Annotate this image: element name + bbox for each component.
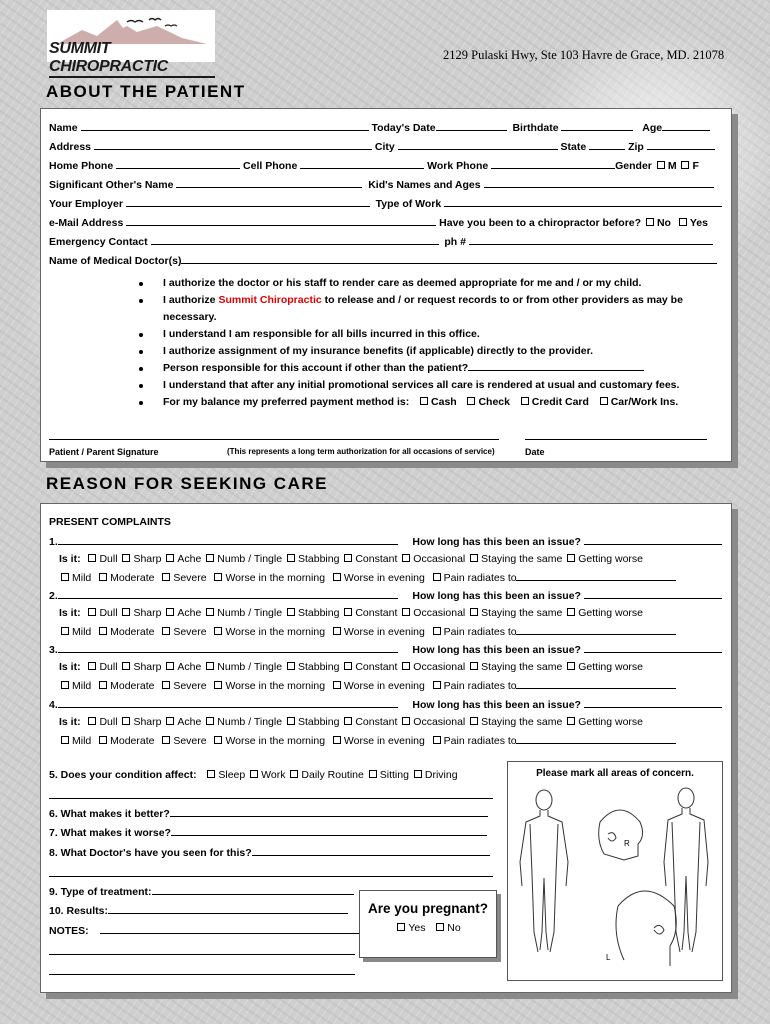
- quality-label: Stabbing: [297, 553, 340, 565]
- clinic-address: 2129 Pulaski Hwy, Ste 103 Havre de Grace, MD. 21078: [443, 48, 725, 62]
- city-field[interactable]: [398, 140, 558, 150]
- how-long-label: How long has this been an issue?: [412, 536, 581, 548]
- back-body-icon: [664, 788, 708, 952]
- quality-checkbox[interactable]: [88, 717, 96, 725]
- severity-label: Worse in the morning: [225, 735, 326, 747]
- ph-label: ph #: [444, 236, 466, 248]
- date-line[interactable]: [525, 439, 707, 440]
- address-label: Address: [49, 141, 92, 153]
- quality-checkbox[interactable]: [287, 717, 295, 725]
- quality-label: Stabbing: [297, 607, 340, 619]
- severity-label: Moderate: [110, 680, 155, 692]
- how-long-field[interactable]: [584, 535, 722, 545]
- signature-note: (This represents a long term authorization for all occasions of service): [227, 447, 495, 456]
- severity-label: Worse in the morning: [225, 572, 326, 584]
- q6-label: 6. What makes it better?: [49, 808, 170, 820]
- quality-label: Getting worse: [578, 661, 644, 673]
- medical-doctors-label: Name of Medical Doctor(s): [49, 255, 182, 267]
- complaint-severity-row: [59, 625, 676, 638]
- severity-checkbox[interactable]: [162, 627, 170, 635]
- radiates-field[interactable]: [516, 625, 676, 635]
- severity-label: Pain radiates to: [443, 626, 517, 638]
- severity-checkbox[interactable]: [61, 681, 69, 689]
- severity-checkbox[interactable]: [433, 627, 441, 635]
- q8-line[interactable]: [49, 876, 493, 877]
- severity-label: Mild: [72, 626, 92, 638]
- quality-label: Ache: [177, 661, 202, 673]
- affect-checkbox[interactable]: [290, 770, 298, 778]
- quality-label: Getting worse: [578, 553, 644, 565]
- auth-item-4: I authorize assignment of my insurance benefits (if applicable) directly to the provider.: [163, 343, 723, 360]
- todays-date-field[interactable]: [436, 121, 507, 131]
- work-phone-field[interactable]: [491, 159, 615, 169]
- q9-field[interactable]: [152, 885, 354, 895]
- medical-doctors-field[interactable]: [181, 254, 717, 264]
- quality-label: Numb / Tingle: [217, 553, 283, 565]
- left-label: L: [606, 953, 611, 962]
- q5-label: 5. Does your condition affect:: [49, 769, 197, 781]
- quality-checkbox[interactable]: [166, 662, 174, 670]
- quality-label: Stabbing: [297, 661, 340, 673]
- gender-f-checkbox[interactable]: [681, 161, 689, 169]
- emergency-label: Emergency Contact: [49, 236, 148, 248]
- pregnant-no-label: No: [447, 922, 461, 934]
- is-it-label: Is it:: [59, 716, 81, 728]
- present-complaints-label: PRESENT COMPLAINTS: [49, 516, 171, 528]
- complaint-field[interactable]: [58, 698, 398, 708]
- gender-label: Gender: [615, 160, 652, 172]
- quality-label: Ache: [177, 553, 202, 565]
- affect-label: Sleep: [218, 769, 246, 781]
- is-it-label: Is it:: [59, 553, 81, 565]
- severity-label: Worse in the morning: [225, 680, 326, 692]
- severity-checkbox[interactable]: [214, 627, 222, 635]
- severity-label: Pain radiates to: [443, 735, 517, 747]
- complaint-severity-row: [59, 734, 676, 747]
- quality-checkbox[interactable]: [206, 554, 214, 562]
- q7-field[interactable]: [171, 826, 487, 836]
- been-before-yes-label: Yes: [689, 217, 708, 229]
- quality-checkbox[interactable]: [88, 608, 96, 616]
- quality-label: Ache: [177, 716, 202, 728]
- q8-label: 8. What Doctor's have you seen for this?: [49, 847, 252, 859]
- been-before-label: Have you been to a chiropractor before?: [439, 217, 642, 229]
- sig-other-field[interactable]: [176, 178, 362, 188]
- pay-credit-checkbox[interactable]: [521, 397, 529, 405]
- quality-checkbox[interactable]: [206, 717, 214, 725]
- emergency-field[interactable]: [151, 235, 439, 245]
- q5-line[interactable]: [49, 798, 493, 799]
- severity-checkbox[interactable]: [333, 573, 341, 581]
- logo-text: SUMMIT CHIROPRACTIC: [49, 40, 215, 78]
- pregnancy-box: [359, 890, 497, 958]
- brand-name: Summit Chiropractic: [218, 294, 322, 306]
- severity-checkbox[interactable]: [61, 736, 69, 744]
- name-field[interactable]: [81, 121, 369, 131]
- quality-checkbox[interactable]: [206, 662, 214, 670]
- auth-item-2: I authorize Summit Chiropractic to release and / or request records to or from other providers as may be necessary.: [163, 292, 723, 326]
- been-before-no-label: No: [656, 217, 671, 229]
- notes-line-2[interactable]: [49, 954, 355, 955]
- how-long-label: How long has this been an issue?: [412, 644, 581, 656]
- quality-label: Ache: [177, 607, 202, 619]
- about-section: [40, 108, 732, 462]
- quality-checkbox[interactable]: [567, 662, 575, 670]
- severity-checkbox[interactable]: [99, 627, 107, 635]
- quality-label: Sharp: [133, 716, 162, 728]
- quality-checkbox[interactable]: [344, 662, 352, 670]
- zip-label: Zip: [628, 141, 644, 153]
- q10-field[interactable]: [108, 904, 348, 914]
- pregnant-yes-label: Yes: [408, 922, 426, 934]
- pay-car-checkbox[interactable]: [600, 397, 608, 405]
- quality-label: Stabbing: [297, 716, 340, 728]
- signature-label: Patient / Parent Signature: [49, 447, 159, 457]
- quality-checkbox[interactable]: [567, 554, 575, 562]
- quality-checkbox[interactable]: [206, 608, 214, 616]
- quality-label: Dull: [99, 661, 118, 673]
- severity-label: Worse in evening: [343, 680, 425, 692]
- radiates-field[interactable]: [516, 679, 676, 689]
- severity-checkbox[interactable]: [99, 573, 107, 581]
- quality-checkbox[interactable]: [344, 717, 352, 725]
- front-body-icon: [520, 790, 568, 952]
- how-long-field[interactable]: [584, 698, 722, 708]
- complaint-field[interactable]: [58, 589, 398, 599]
- email-field[interactable]: [126, 216, 436, 226]
- severity-label: Worse in evening: [343, 626, 425, 638]
- severity-checkbox[interactable]: [61, 573, 69, 581]
- birthdate-field[interactable]: [561, 121, 633, 131]
- been-before-no-checkbox[interactable]: [646, 218, 654, 226]
- body-diagram-box: [507, 761, 723, 981]
- side-head-left-icon: [616, 891, 676, 966]
- quality-checkbox[interactable]: [402, 662, 410, 670]
- quality-label: Staying the same: [481, 607, 563, 619]
- quality-checkbox[interactable]: [470, 608, 478, 616]
- quality-checkbox[interactable]: [470, 717, 478, 725]
- severity-label: Worse in evening: [343, 572, 425, 584]
- quality-checkbox[interactable]: [402, 554, 410, 562]
- severity-checkbox[interactable]: [433, 736, 441, 744]
- quality-checkbox[interactable]: [122, 717, 130, 725]
- auth-item-7: For my balance my preferred payment method is: Cash Check Credit Card Car/Work Ins.: [163, 394, 723, 411]
- reason-heading: REASON FOR SEEKING CARE: [46, 474, 328, 493]
- employer-field[interactable]: [126, 197, 370, 207]
- complaint-quality-row: [59, 607, 646, 619]
- complaint-field[interactable]: [58, 643, 398, 653]
- work-phone-label: Work Phone: [427, 160, 489, 172]
- home-phone-field[interactable]: [116, 159, 240, 169]
- severity-label: Worse in evening: [343, 735, 425, 747]
- quality-checkbox[interactable]: [88, 554, 96, 562]
- quality-label: Constant: [355, 607, 398, 619]
- quality-checkbox[interactable]: [567, 717, 575, 725]
- mark-areas-label: Please mark all areas of concern.: [536, 768, 694, 779]
- how-long-field[interactable]: [584, 589, 722, 599]
- severity-checkbox[interactable]: [433, 573, 441, 581]
- work-type-field[interactable]: [444, 197, 722, 207]
- quality-checkbox[interactable]: [344, 554, 352, 562]
- notes-field[interactable]: [100, 924, 360, 934]
- affect-checkbox[interactable]: [250, 770, 258, 778]
- pregnant-question: Are you pregnant?: [367, 901, 488, 916]
- affect-checkbox[interactable]: [369, 770, 377, 778]
- severity-label: Mild: [72, 572, 92, 584]
- quality-label: Dull: [99, 607, 118, 619]
- how-long-field[interactable]: [584, 643, 722, 653]
- severity-label: Moderate: [110, 735, 155, 747]
- quality-label: Getting worse: [578, 716, 644, 728]
- quality-checkbox[interactable]: [344, 608, 352, 616]
- severity-label: Mild: [72, 735, 92, 747]
- severity-checkbox[interactable]: [214, 573, 222, 581]
- quality-label: Sharp: [133, 553, 162, 565]
- affect-label: Work: [261, 769, 286, 781]
- complaint-number: 3.: [49, 644, 58, 656]
- severity-label: Pain radiates to: [443, 572, 517, 584]
- auth-item-6: I understand that after any initial promotional services all care is rendered at usual and customary fees.: [163, 377, 723, 394]
- complaint-field[interactable]: [58, 535, 398, 545]
- affect-label: Sitting: [379, 769, 409, 781]
- gender-m-label: M: [667, 160, 677, 172]
- quality-label: Numb / Tingle: [217, 716, 283, 728]
- authorizations-list: [163, 275, 723, 411]
- quality-checkbox[interactable]: [166, 554, 174, 562]
- quality-label: Numb / Tingle: [217, 607, 283, 619]
- complaint-quality-row: [59, 661, 646, 673]
- quality-checkbox[interactable]: [287, 554, 295, 562]
- severity-checkbox[interactable]: [162, 736, 170, 744]
- q7-label: 7. What makes it worse?: [49, 827, 171, 839]
- name-label: Name: [49, 122, 78, 134]
- how-long-label: How long has this been an issue?: [412, 699, 581, 711]
- quality-label: Sharp: [133, 661, 162, 673]
- quality-label: Staying the same: [481, 661, 563, 673]
- affect-label: Daily Routine: [301, 769, 364, 781]
- affect-checkbox[interactable]: [207, 770, 215, 778]
- quality-label: Dull: [99, 716, 118, 728]
- responsible-person-field[interactable]: [468, 361, 644, 371]
- employer-label: Your Employer: [49, 198, 123, 210]
- q6-field[interactable]: [170, 807, 488, 817]
- quality-checkbox[interactable]: [470, 554, 478, 562]
- age-field[interactable]: [662, 121, 710, 131]
- email-label: e-Mail Address: [49, 217, 124, 229]
- q10-label: 10. Results:: [49, 905, 108, 917]
- complaint-row: [49, 535, 722, 548]
- radiates-field[interactable]: [516, 734, 676, 744]
- affect-options: [205, 769, 460, 781]
- severity-label: Pain radiates to: [443, 680, 517, 692]
- quality-label: Getting worse: [578, 607, 644, 619]
- quality-checkbox[interactable]: [166, 608, 174, 616]
- quality-label: Dull: [99, 553, 118, 565]
- complaint-severity-row: [59, 571, 676, 584]
- severity-label: Moderate: [110, 572, 155, 584]
- auth-item-1: I authorize the doctor or his staff to render care as deemed appropriate for me and / or my child.: [163, 275, 723, 292]
- severity-label: Severe: [173, 735, 207, 747]
- city-label: City: [374, 141, 395, 153]
- side-head-icon: [599, 810, 643, 860]
- sig-other-label: Significant Other's Name: [49, 179, 174, 191]
- age-label: Age: [642, 122, 663, 134]
- affect-label: Driving: [424, 769, 458, 781]
- severity-checkbox[interactable]: [162, 681, 170, 689]
- quality-checkbox[interactable]: [402, 717, 410, 725]
- quality-label: Numb / Tingle: [217, 661, 283, 673]
- pay-cash-checkbox[interactable]: [420, 397, 428, 405]
- right-label: R: [624, 839, 630, 848]
- quality-checkbox[interactable]: [166, 717, 174, 725]
- complaint-number: 4.: [49, 699, 58, 711]
- quality-checkbox[interactable]: [122, 608, 130, 616]
- severity-checkbox[interactable]: [61, 627, 69, 635]
- complaint-number: 1.: [49, 536, 58, 548]
- logo: [47, 10, 215, 75]
- quality-label: Occasional: [413, 553, 466, 565]
- complaint-row: [49, 643, 722, 656]
- notes-label: NOTES:: [49, 925, 89, 937]
- gender-m-checkbox[interactable]: [657, 161, 665, 169]
- quality-checkbox[interactable]: [88, 662, 96, 670]
- notes-line-3[interactable]: [49, 974, 355, 975]
- quality-checkbox[interactable]: [122, 554, 130, 562]
- been-before-yes-checkbox[interactable]: [679, 218, 687, 226]
- severity-checkbox[interactable]: [333, 627, 341, 635]
- date-label: Date: [525, 447, 545, 457]
- state-field[interactable]: [589, 140, 625, 150]
- severity-label: Severe: [173, 680, 207, 692]
- kids-field[interactable]: [484, 178, 714, 188]
- home-phone-label: Home Phone: [49, 160, 114, 172]
- q8-field[interactable]: [252, 846, 490, 856]
- pay-check-checkbox[interactable]: [467, 397, 475, 405]
- body-diagram[interactable]: [508, 782, 722, 980]
- severity-checkbox[interactable]: [162, 573, 170, 581]
- complaint-number: 2.: [49, 590, 58, 602]
- cell-phone-label: Cell Phone: [243, 160, 298, 172]
- complaint-row: [49, 589, 722, 602]
- quality-checkbox[interactable]: [402, 608, 410, 616]
- quality-label: Constant: [355, 716, 398, 728]
- quality-checkbox[interactable]: [567, 608, 575, 616]
- radiates-field[interactable]: [516, 571, 676, 581]
- quality-checkbox[interactable]: [122, 662, 130, 670]
- quality-checkbox[interactable]: [287, 608, 295, 616]
- how-long-label: How long has this been an issue?: [412, 590, 581, 602]
- quality-label: Sharp: [133, 607, 162, 619]
- quality-label: Occasional: [413, 607, 466, 619]
- quality-checkbox[interactable]: [287, 662, 295, 670]
- is-it-label: Is it:: [59, 661, 81, 673]
- severity-label: Severe: [173, 626, 207, 638]
- zip-field[interactable]: [647, 140, 715, 150]
- auth-item-3: I understand I am responsible for all bills incurred in this office.: [163, 326, 723, 343]
- affect-checkbox[interactable]: [414, 770, 422, 778]
- severity-label: Mild: [72, 680, 92, 692]
- complaint-quality-row: [59, 553, 646, 565]
- severity-checkbox[interactable]: [99, 681, 107, 689]
- severity-label: Severe: [173, 572, 207, 584]
- severity-checkbox[interactable]: [433, 681, 441, 689]
- severity-label: Worse in the morning: [225, 626, 326, 638]
- quality-label: Staying the same: [481, 553, 563, 565]
- quality-checkbox[interactable]: [470, 662, 478, 670]
- severity-checkbox[interactable]: [333, 736, 341, 744]
- pregnant-yes-checkbox[interactable]: [397, 923, 405, 931]
- complaint-quality-row: [59, 716, 646, 728]
- gender-f-label: F: [692, 160, 699, 172]
- birthdate-label: Birthdate: [512, 122, 559, 134]
- quality-label: Occasional: [413, 716, 466, 728]
- quality-label: Constant: [355, 553, 398, 565]
- quality-label: Constant: [355, 661, 398, 673]
- quality-label: Staying the same: [481, 716, 563, 728]
- about-heading: ABOUT THE PATIENT: [46, 82, 246, 101]
- cell-phone-field[interactable]: [300, 159, 424, 169]
- reason-section: [40, 503, 732, 993]
- severity-label: Moderate: [110, 626, 155, 638]
- quality-label: Occasional: [413, 661, 466, 673]
- todays-date-label: Today's Date: [371, 122, 436, 134]
- complaint-severity-row: [59, 679, 676, 692]
- state-label: State: [560, 141, 587, 153]
- pregnant-no-checkbox[interactable]: [436, 923, 444, 931]
- severity-checkbox[interactable]: [333, 681, 341, 689]
- q9-label: 9. Type of treatment:: [49, 886, 152, 898]
- severity-checkbox[interactable]: [214, 736, 222, 744]
- kids-label: Kid's Names and Ages: [368, 179, 481, 191]
- address-field[interactable]: [94, 140, 372, 150]
- complaint-row: [49, 698, 722, 711]
- severity-checkbox[interactable]: [99, 736, 107, 744]
- severity-checkbox[interactable]: [214, 681, 222, 689]
- is-it-label: Is it:: [59, 607, 81, 619]
- ph-field[interactable]: [469, 235, 713, 245]
- signature-line[interactable]: [49, 439, 499, 440]
- auth-item-5: Person responsible for this account if other than the patient?: [163, 360, 723, 377]
- work-type-label: Type of Work: [375, 198, 442, 210]
